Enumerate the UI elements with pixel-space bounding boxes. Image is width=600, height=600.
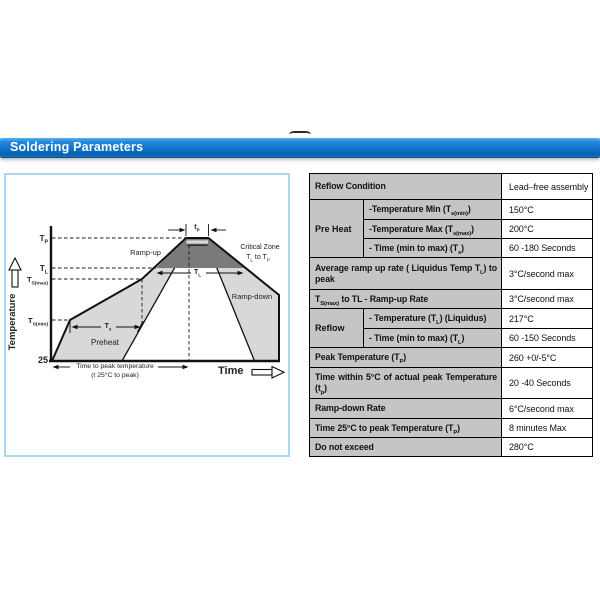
time-to-peak-label-1: Time to peak temperature (76, 362, 154, 370)
critical-zone-label-1: Critical Zone (240, 244, 280, 251)
table-row (310, 348, 593, 368)
section-title: Soldering Parameters (10, 140, 144, 154)
table-cell-label: -Temperature Max $(T_{s(max)})$ (364, 220, 502, 239)
table-row (310, 438, 593, 457)
tick-tl: $T_L$ (39, 263, 48, 276)
table-cell-label: Time 25°C to peak Temperature $(T_P)$ (310, 419, 502, 438)
ramp-down-label: Ramp-down (231, 292, 273, 301)
table-cell-value: 280°C (502, 438, 593, 457)
preheat-label: Preheat (90, 337, 120, 347)
y-axis-label: Temperature (7, 293, 18, 350)
section-title-bar (0, 138, 600, 158)
table-cell-value: 260 +0/-5°C (502, 348, 593, 368)
table-cell-value: Lead–free assembly (502, 174, 593, 200)
table-cell-label: -Temperature Min $(T_{s(min)})$ (364, 200, 502, 220)
table-cell-label: Ramp-down Rate (310, 399, 502, 419)
table-cell-value: 150°C (502, 200, 593, 220)
table-cell-value: 3°C/second max (502, 258, 593, 290)
table-cell-label: Do not exceed (310, 438, 502, 457)
soldering-parameters-table (309, 173, 593, 457)
table-cell-value: 8 minutes Max (502, 419, 593, 438)
scan-arc-artifact (289, 131, 311, 138)
table-cell-label: Average ramp up rate ( Liquidus Temp $T_L$) to peak (310, 258, 502, 290)
table-cell-group: Pre Heat (310, 200, 364, 258)
table-cell-label: Time within 5°C of actual peak Temperature $(t_p)$ (310, 368, 502, 399)
table-cell-value: 6°C/second max (502, 399, 593, 419)
tick-tp: $T_P$ (39, 233, 48, 246)
table-cell-label: Reflow Condition (310, 174, 502, 200)
table-row (310, 399, 593, 419)
table-cell-value: 3°C/second max (502, 290, 593, 309)
arrowhead (53, 365, 59, 369)
table-cell-label: - Time (min to max) $(T_s)$ (364, 239, 502, 258)
arrowhead (183, 365, 189, 369)
dim-label-tl: $T_L$ (193, 269, 202, 278)
table-cell-label: - Temperature $(T_L)$ (Liquidus) (364, 309, 502, 329)
table-row (310, 290, 593, 309)
tick-tsmax: $T_{S(max)}$ (26, 274, 48, 286)
dim-label-tp: $t_P$ (194, 223, 200, 232)
tick-tsmin: $T_{S(min)}$ (28, 315, 48, 327)
table-cell-value: 60 -180 Seconds (502, 239, 593, 258)
table-cell-label: $T_{S(max)}$ to TL - Ramp-up Rate (310, 290, 502, 309)
reflow-profile-diagram-panel (4, 173, 290, 457)
table-cell-group: Reflow (310, 309, 364, 348)
critical-zone-label-2: $T_L$ to $T_P$ (246, 253, 270, 262)
time-to-peak-label-2: (t 25°C to peak) (91, 371, 139, 379)
arrowhead (211, 228, 217, 232)
table-cell-value: 217°C (502, 309, 593, 329)
table-cell-value: 20 -40 Seconds (502, 368, 593, 399)
dim-label-ts: $T_s$ (104, 323, 112, 332)
table-cell-value: 60 -150 Seconds (502, 329, 593, 348)
x-axis-label: Time (218, 365, 244, 377)
table-row (310, 419, 593, 438)
table-row (310, 258, 593, 290)
table-row (310, 368, 593, 399)
tick-origin-25: 25 (37, 355, 48, 365)
table-row (310, 309, 593, 329)
table-cell-label: Peak Temperature $(T_P)$ (310, 348, 502, 368)
reflow-profile-plot (6, 175, 288, 455)
table-row (310, 200, 593, 220)
table-row (310, 174, 593, 200)
table-cell-label: - Time (min to max) $(T_L)$ (364, 329, 502, 348)
table-cell-value: 200°C (502, 220, 593, 239)
ramp-up-label: Ramp-up (130, 247, 161, 257)
arrowhead (180, 228, 186, 232)
time-right-arrow-icon (252, 367, 284, 379)
